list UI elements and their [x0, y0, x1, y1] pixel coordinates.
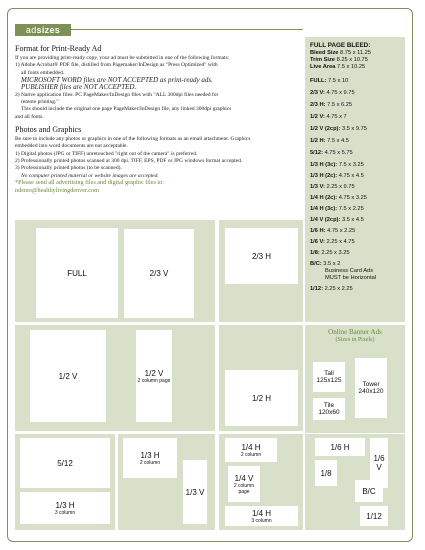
print-ready-title: Format for Print-Ready Ad [15, 44, 102, 53]
tall-size: 125x125 [316, 377, 342, 384]
spec-row: 1/4 H (3c): 7.5 x 2.25 [310, 206, 364, 212]
specs-heading: FULL PAGE BLEED: [310, 42, 371, 49]
spec-row: 1/2 H: 7.5 x 4.5 [310, 138, 349, 144]
spec-row: Trim Size 8.25 x 10.75 [310, 57, 368, 63]
quarter-h-2c-label: 1/4 H [241, 442, 261, 452]
print-ready-intro: If you are providing print-ready copy, your ad must be submitted in one of the following formats: [15, 55, 230, 61]
half-v-2c-label: 1/2 V [144, 368, 164, 378]
email-instruction: *Please send all advertising files and digital graphic files to: [15, 178, 164, 186]
tower-label: Tower [362, 380, 380, 388]
business-card-box [355, 480, 383, 502]
spec-row: Business Card Ads [325, 268, 374, 274]
third-v-label: 1/3 V [185, 487, 205, 497]
third-h-3c-box [20, 492, 110, 524]
spec-row: 1/8: 2.25 x 3.25 [310, 250, 350, 256]
spec-row: 1/3 H (2c): 4.75 x 4.5 [310, 173, 364, 179]
spec-row: FULL: 7.5 x 10 [310, 78, 349, 84]
spec-row: MUST be Horizontal [325, 275, 377, 281]
print-ready-warning-publisher: PUBLISHER files are NOT ACCEPTED. [21, 83, 137, 92]
full-label: FULL [67, 268, 87, 278]
photos-item1: 1) Digital photos (JPG or TIFF) unretouched "right out of the camera" is preferred. [15, 150, 198, 157]
photos-intro2: embedded into word documents are not acceptable. [15, 143, 128, 150]
twelfth-label: 1/12 [366, 511, 382, 521]
quarter-v-box [228, 466, 260, 502]
photos-item2: 2) Professionally printed photos scanned at 300 dpi. TIFF, EPS, PDF or JPG windows format accepted. [15, 157, 243, 164]
tall-label: Tall [324, 369, 334, 377]
eighth-label: 1/8 [320, 468, 332, 478]
two-thirds-v-label: 2/3 V [149, 269, 169, 278]
sixth-h-box [315, 438, 365, 456]
half-v-label: 1/2 V [58, 371, 78, 381]
spec-row: 5/12: 4.75 x 5.75 [310, 150, 353, 156]
quarter-h-3c-box [225, 506, 298, 526]
header-rule [71, 29, 303, 30]
spec-row: 1/3 V: 2.25 x 9.75 [310, 184, 355, 190]
logo-word: sizes [36, 25, 61, 35]
print-ready-item2c: This should include the original one page PageMaker/InDesign file, any linked 300dpi graphics [21, 106, 232, 113]
quarter-h-3c-label: 1/4 H [251, 508, 272, 518]
spec-row: 1/3 H (3c): 7.5 x 3.25 [310, 162, 364, 168]
spec-row: 2/3 H: 7.5 x 6.25 [310, 102, 353, 108]
ad-sizes-logo [15, 24, 71, 36]
size-specs-panel [305, 37, 405, 322]
spec-row: 1/2 V (2cp): 3.5 x 9.75 [310, 126, 367, 132]
half-h-label: 1/2 H [251, 393, 272, 403]
logo-prefix: ad [25, 25, 37, 35]
tower-banner-box [355, 358, 387, 418]
half-v-2c-box [136, 330, 172, 422]
photos-intro1: Be sure to include any photos or graphics in one of the following formats as an email attachment. Graphics [15, 136, 251, 143]
third-h-2c-box [123, 438, 177, 478]
half-h-box [225, 370, 298, 426]
quarter-h-2c-sub: 2 column [240, 451, 262, 458]
five-twelfths-box [20, 438, 110, 488]
tower-size: 240x120 [358, 388, 384, 395]
bc-label: B/C [362, 486, 376, 496]
spec-row: Live Area 7.5 x 10.25 [310, 64, 366, 70]
spec-row: 2/3 V: 4.75 x 9.75 [310, 90, 355, 96]
print-ready-item1: 1) Adobe Acrobat® PDF file, distilled from Pagemaker/InDesign as "Press Optimized" with [15, 62, 218, 69]
third-h-3c-label: 1/3 H [55, 500, 75, 510]
quarter-v-label: 1/4 V [234, 473, 254, 483]
half-v-box [30, 330, 106, 422]
spec-row: 1/4 H (2c): 4.75 x 3.25 [310, 195, 367, 201]
print-ready-item2: 2) Native application files: PC PageMaker/InDesign files with "ALL 300dpi files needed for [15, 91, 219, 98]
full-page-box [36, 228, 118, 318]
spec-row: 1/4 V (2cp): 3.5 x 4.5 [310, 217, 364, 223]
print-ready-warning-word: MICROSOFT WORD files are NOT ACCEPTED as print-ready ads. [21, 75, 213, 84]
email-link[interactable]: ndemo@healthylivingdenver.com [15, 186, 99, 194]
eighth-box [315, 460, 337, 486]
third-h-2c-sub: 2 column [139, 459, 161, 466]
half-v-2c-sub: 2 column page [137, 377, 171, 384]
third-v-box [183, 460, 207, 524]
five-twelfths-label: 5/12 [57, 458, 73, 468]
twelfth-box [360, 506, 388, 526]
photos-title: Photos and Graphics [15, 125, 82, 135]
print-ready-item2b: remote printing." [21, 99, 59, 106]
banner-subtitle: (Sizes in Pixels) [335, 337, 375, 343]
spec-row: 1/6 H: 4.75 x 2.25 [310, 228, 356, 234]
quarter-h-2c-box [225, 438, 277, 462]
two-thirds-h-box [225, 228, 298, 284]
sixth-h-label: 1/6 H [330, 442, 350, 452]
spec-row: 1/2 V: 4.75 x 7 [310, 114, 347, 120]
photos-item3: 3) Professionally printed photos (to be scanned). [15, 165, 122, 172]
quarter-v-sub: 2 column page [233, 482, 255, 495]
quarter-h-3c-sub: 3 column [251, 517, 272, 524]
spec-row: 1/6 V: 2.25 x 4.75 [310, 239, 355, 245]
tile-banner-box [313, 398, 345, 420]
instructions [15, 44, 305, 195]
photos-note: No computer printed material or website images are accepted. [21, 172, 159, 179]
print-ready-item2d: and all fonts. [15, 113, 44, 120]
third-h-2c-label: 1/3 H [140, 450, 160, 460]
third-h-3c-sub: 3 column [54, 509, 76, 516]
two-thirds-v-box [124, 229, 194, 318]
spec-row: B/C: 3.5 x 2 [310, 261, 341, 267]
spec-row: 1/12: 2.25 x 2.25 [310, 286, 353, 292]
tall-banner-box [313, 362, 345, 392]
tile-size: 120x60 [318, 409, 340, 416]
tile-label: Tile [323, 401, 335, 409]
sixth-v-label: 1/6 V [373, 454, 385, 472]
print-ready-item1b: all fonts embedded. [21, 69, 65, 76]
spec-row: Bleed Size 8.75 x 11.25 [310, 50, 371, 56]
banner-title: Online Banner Ads [328, 328, 382, 336]
two-thirds-h-label: 2/3 H [251, 251, 272, 261]
